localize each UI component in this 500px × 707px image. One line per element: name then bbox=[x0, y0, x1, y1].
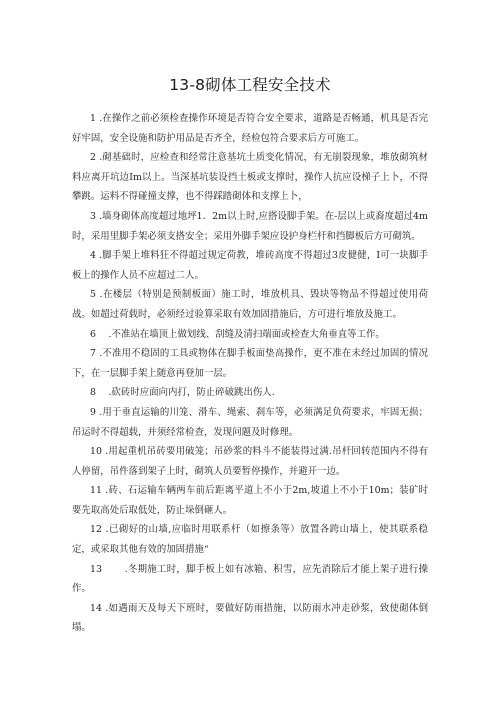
paragraph-13: 13 .冬期施工时，脚手板上如有冰箱、积雪，应先消除后才能上架子进行操作。 bbox=[72, 563, 428, 595]
paragraph-4: 4 .脚手架上堆料狂不得超过规定荷教，堆砖高度不得超过3皮健健，I可一块脚手板上的操作人员不应超过二人。 bbox=[72, 250, 428, 281]
page-title: 13-8砌体工程安全技术 bbox=[169, 76, 331, 94]
paragraph-1: 1 .在操作之前必须检查操作环境是否符合安全要求，道路是否畅通，机具是否完好牢固，安全设施和防护用品是否齐全，经检包符合要求后方可施工。 bbox=[72, 113, 428, 144]
paragraph-8: 8 .砍砖时应面向内打，防止碎破跳出伤人. bbox=[90, 387, 275, 399]
paragraph-10: 10 .用起重机吊砖要用破笼；吊砂浆的料斗不能装得过满.吊杆回转范围内不得有人停留，吊件落到架子上时，砌筑人员要暂停操作，并避开一边。 bbox=[72, 446, 428, 477]
paragraph-14: 14 .如遇雨天及每天下班时，要做好防雨措施，以防雨水冲走砂浆，致使砌体倒塌。 bbox=[72, 602, 428, 634]
paragraph-6: 6 .不准站在墙顶上做划线、刮缝及清扫端面或检查大角垂直等工作。 bbox=[90, 328, 385, 340]
paragraph-11: 11 .砖、石运输车辆两车前后距离平道上不小于2m,坡道上不小于10m；装矿时要先取高处后取低处，防止垛倒砸人。 bbox=[72, 485, 428, 516]
document-body bbox=[72, 109, 428, 638]
paragraph-5: 5 .在楼层（特别是预制板面）施工时，堆放机具、毁块等物品不得超过使用荷战。如超过荷载时，必须经过验算采取有效加固措施后，方可进行堆放及施工。 bbox=[72, 289, 428, 320]
paragraph-7: 7 .不准用不稳固的工具或物体在脚手板面垫高操作，更不准在未经过加固的情况下，在一层脚手架上随意再登加一层。 bbox=[72, 348, 428, 379]
paragraph-9: 9 .用于垂直运输的川笼、滑车、绳索、刹车等，必须满足负荷要求，牢固无损；吊运时不得超载，并须经常检查，发现问题及时修理。 bbox=[72, 406, 428, 438]
paragraph-12: 12 .已砌好的山墙,应临时用联系杆（如擦条等）放置各跨山墙上，使其联系稳定，或采取其他有效的加固措施“ bbox=[72, 524, 428, 556]
paragraph-3: 3 .墙身砌体高度超过地坪1．2m以上时,应搭设脚手架。在-层以上或裔度超过4m时，采用里脚手架必须支搭安全；采用外脚手架应设护身栏杆和挡脚板后方可砌筑。 bbox=[72, 210, 428, 242]
paragraph-2: 2 .砌基础时，应检查和经常注意基坑土质变化情况，有无崩裂现象，堆放砌筑材料应离开坑边Im以上。当深基坑装设挡土板或支撑时，操作人抗应设梯子上卜，不得攀跳。运料不得碰撞支撑，也不得踩踏砌体和支撑上卜， bbox=[72, 152, 428, 203]
